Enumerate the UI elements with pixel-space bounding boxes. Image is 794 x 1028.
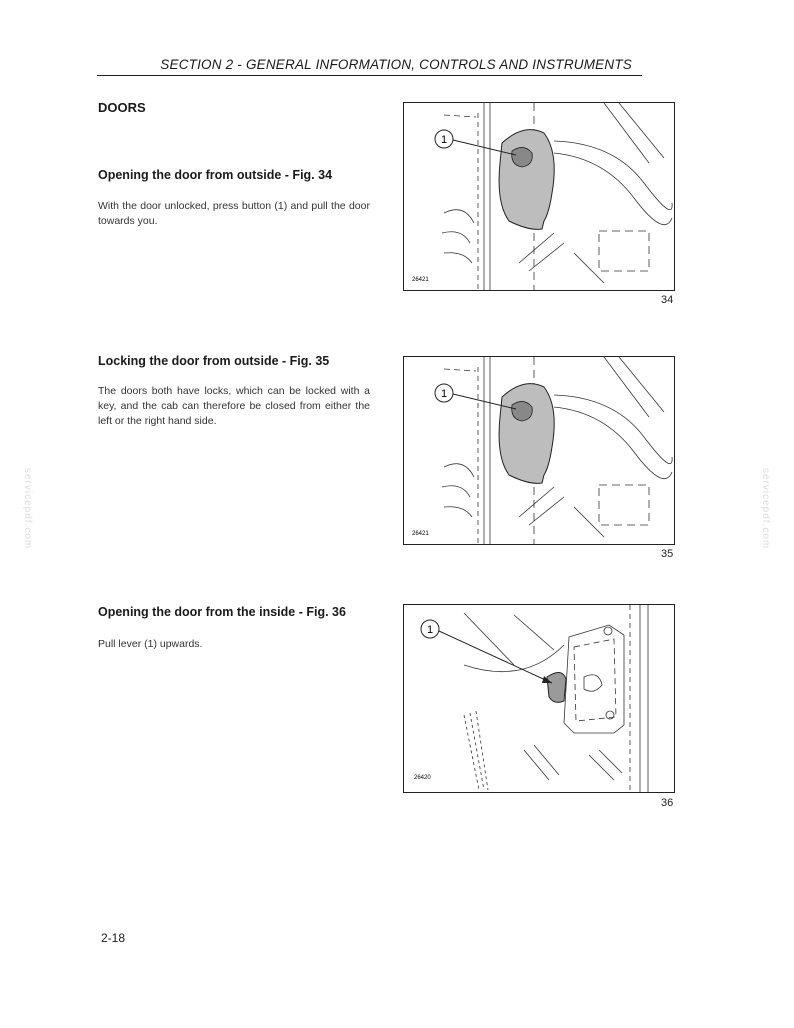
callout-label-fig34: 1: [440, 134, 448, 146]
heading-fig36: Opening the door from the inside - Fig. 36: [98, 605, 346, 619]
figure-34: [403, 102, 675, 291]
door-handle-outside-illustration: [404, 103, 674, 290]
figure-number-34: 34: [661, 294, 674, 306]
page-title: DOORS: [98, 100, 146, 115]
callout-label-fig36: 1: [426, 624, 434, 636]
figure-code-35: 26421: [412, 531, 429, 537]
figure-code-36: 26420: [414, 775, 431, 781]
figure-36: [403, 604, 675, 793]
figure-35: [403, 356, 675, 545]
figure-code-34: 26421: [412, 277, 429, 283]
section-header-title: SECTION 2 - GENERAL INFORMATION, CONTROLS AND INSTRUMENTS: [160, 57, 632, 72]
figure-number-36: 36: [661, 797, 674, 809]
door-lock-outside-illustration: [404, 357, 674, 544]
heading-fig35: Locking the door from outside - Fig. 35: [98, 354, 330, 368]
watermark-right: servicepdf.com: [760, 468, 771, 550]
figure-number-35: 35: [661, 548, 674, 560]
page-number: 2-18: [101, 931, 126, 945]
text-fig35: The doors both have locks, which can be locked with a key, and the cab can therefore be closed from either the left or the right hand side.: [98, 385, 370, 427]
section-header: [97, 55, 642, 76]
text-fig36: Pull lever (1) upwards.: [98, 638, 203, 650]
watermark-left: servicepdf.com: [22, 468, 33, 550]
callout-label-fig35: 1: [440, 388, 448, 400]
door-lever-inside-illustration: [404, 605, 674, 792]
heading-fig34: Opening the door from outside - Fig. 34: [98, 168, 333, 182]
text-fig34: With the door unlocked, press button (1) and pull the door towards you.: [98, 200, 370, 227]
